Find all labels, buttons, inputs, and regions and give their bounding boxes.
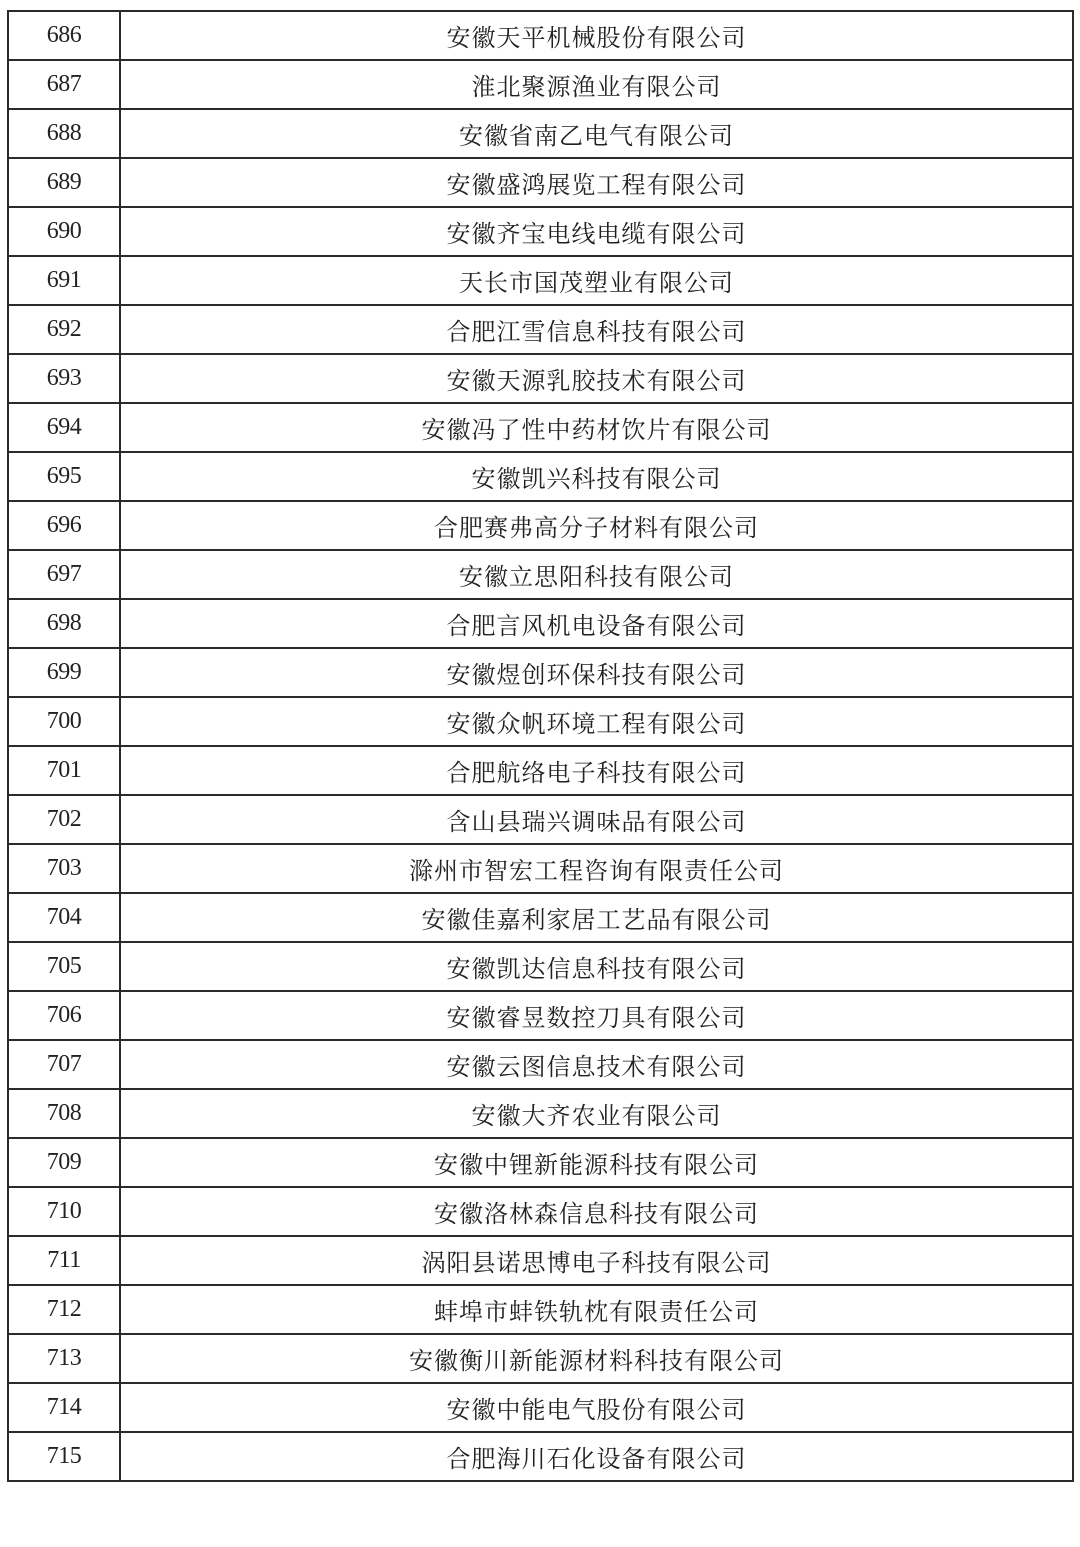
row-number-cell: 691 <box>8 256 120 305</box>
row-number-cell: 714 <box>8 1383 120 1432</box>
table-row <box>8 893 1073 942</box>
table-row <box>8 1236 1073 1285</box>
company-name-cell: 合肥言风机电设备有限公司 <box>120 599 1073 648</box>
row-number-cell: 711 <box>8 1236 120 1285</box>
company-name-cell: 合肥赛弗高分子材料有限公司 <box>120 501 1073 550</box>
row-number-cell: 689 <box>8 158 120 207</box>
row-number-cell: 706 <box>8 991 120 1040</box>
table-row <box>8 1138 1073 1187</box>
table-body <box>8 11 1073 1481</box>
table-row <box>8 599 1073 648</box>
row-number-cell: 704 <box>8 893 120 942</box>
company-name-cell: 安徽齐宝电线电缆有限公司 <box>120 207 1073 256</box>
company-name-cell: 滁州市智宏工程咨询有限责任公司 <box>120 844 1073 893</box>
table-row <box>8 354 1073 403</box>
row-number-cell: 710 <box>8 1187 120 1236</box>
table-row <box>8 697 1073 746</box>
company-name-cell: 安徽云图信息技术有限公司 <box>120 1040 1073 1089</box>
row-number-cell: 700 <box>8 697 120 746</box>
company-name-cell: 安徽睿昱数控刀具有限公司 <box>120 991 1073 1040</box>
row-number-cell: 709 <box>8 1138 120 1187</box>
company-name-cell: 安徽省南乙电气有限公司 <box>120 109 1073 158</box>
table-row <box>8 1432 1073 1481</box>
table-row <box>8 795 1073 844</box>
table-row <box>8 403 1073 452</box>
company-name-cell: 安徽凯达信息科技有限公司 <box>120 942 1073 991</box>
company-name-cell: 涡阳县诺思博电子科技有限公司 <box>120 1236 1073 1285</box>
company-name-cell: 安徽中能电气股份有限公司 <box>120 1383 1073 1432</box>
table-row <box>8 60 1073 109</box>
table-row <box>8 452 1073 501</box>
table-row <box>8 1040 1073 1089</box>
company-name-cell: 安徽天平机械股份有限公司 <box>120 11 1073 60</box>
company-name-cell: 安徽众帆环境工程有限公司 <box>120 697 1073 746</box>
row-number-cell: 697 <box>8 550 120 599</box>
table-row <box>8 158 1073 207</box>
company-name-cell: 安徽洛林森信息科技有限公司 <box>120 1187 1073 1236</box>
company-name-cell: 合肥航络电子科技有限公司 <box>120 746 1073 795</box>
company-name-cell: 含山县瑞兴调味品有限公司 <box>120 795 1073 844</box>
company-name-cell: 合肥江雪信息科技有限公司 <box>120 305 1073 354</box>
row-number-cell: 698 <box>8 599 120 648</box>
company-name-cell: 安徽中锂新能源科技有限公司 <box>120 1138 1073 1187</box>
company-name-cell: 安徽冯了性中药材饮片有限公司 <box>120 403 1073 452</box>
table-row <box>8 1187 1073 1236</box>
company-name-cell: 安徽衡川新能源材料科技有限公司 <box>120 1334 1073 1383</box>
row-number-cell: 699 <box>8 648 120 697</box>
row-number-cell: 713 <box>8 1334 120 1383</box>
table-row <box>8 305 1073 354</box>
company-name-cell: 安徽佳嘉利家居工艺品有限公司 <box>120 893 1073 942</box>
table-row <box>8 1285 1073 1334</box>
company-name-cell: 安徽煜创环保科技有限公司 <box>120 648 1073 697</box>
row-number-cell: 707 <box>8 1040 120 1089</box>
row-number-cell: 705 <box>8 942 120 991</box>
row-number-cell: 695 <box>8 452 120 501</box>
table-row <box>8 1334 1073 1383</box>
table-row <box>8 550 1073 599</box>
table-row <box>8 648 1073 697</box>
table-row <box>8 1089 1073 1138</box>
company-name-cell: 安徽天源乳胶技术有限公司 <box>120 354 1073 403</box>
row-number-cell: 692 <box>8 305 120 354</box>
company-name-cell: 天长市国茂塑业有限公司 <box>120 256 1073 305</box>
row-number-cell: 715 <box>8 1432 120 1481</box>
row-number-cell: 703 <box>8 844 120 893</box>
row-number-cell: 712 <box>8 1285 120 1334</box>
table-row <box>8 501 1073 550</box>
company-name-cell: 安徽大齐农业有限公司 <box>120 1089 1073 1138</box>
company-name-cell: 安徽盛鸿展览工程有限公司 <box>120 158 1073 207</box>
table-row <box>8 109 1073 158</box>
row-number-cell: 701 <box>8 746 120 795</box>
company-name-cell: 合肥海川石化设备有限公司 <box>120 1432 1073 1481</box>
table-row <box>8 207 1073 256</box>
row-number-cell: 696 <box>8 501 120 550</box>
row-number-cell: 694 <box>8 403 120 452</box>
table-row <box>8 1383 1073 1432</box>
company-name-cell: 安徽立思阳科技有限公司 <box>120 550 1073 599</box>
table-row <box>8 746 1073 795</box>
table-row <box>8 991 1073 1040</box>
table-row <box>8 844 1073 893</box>
company-list-table-container <box>7 10 1074 1482</box>
row-number-cell: 708 <box>8 1089 120 1138</box>
company-name-cell: 蚌埠市蚌铁轨枕有限责任公司 <box>120 1285 1073 1334</box>
row-number-cell: 687 <box>8 60 120 109</box>
table-row <box>8 11 1073 60</box>
row-number-cell: 702 <box>8 795 120 844</box>
company-list-table <box>7 10 1074 1482</box>
company-name-cell: 安徽凯兴科技有限公司 <box>120 452 1073 501</box>
row-number-cell: 688 <box>8 109 120 158</box>
row-number-cell: 693 <box>8 354 120 403</box>
row-number-cell: 690 <box>8 207 120 256</box>
table-row <box>8 256 1073 305</box>
company-name-cell: 淮北聚源渔业有限公司 <box>120 60 1073 109</box>
row-number-cell: 686 <box>8 11 120 60</box>
table-row <box>8 942 1073 991</box>
